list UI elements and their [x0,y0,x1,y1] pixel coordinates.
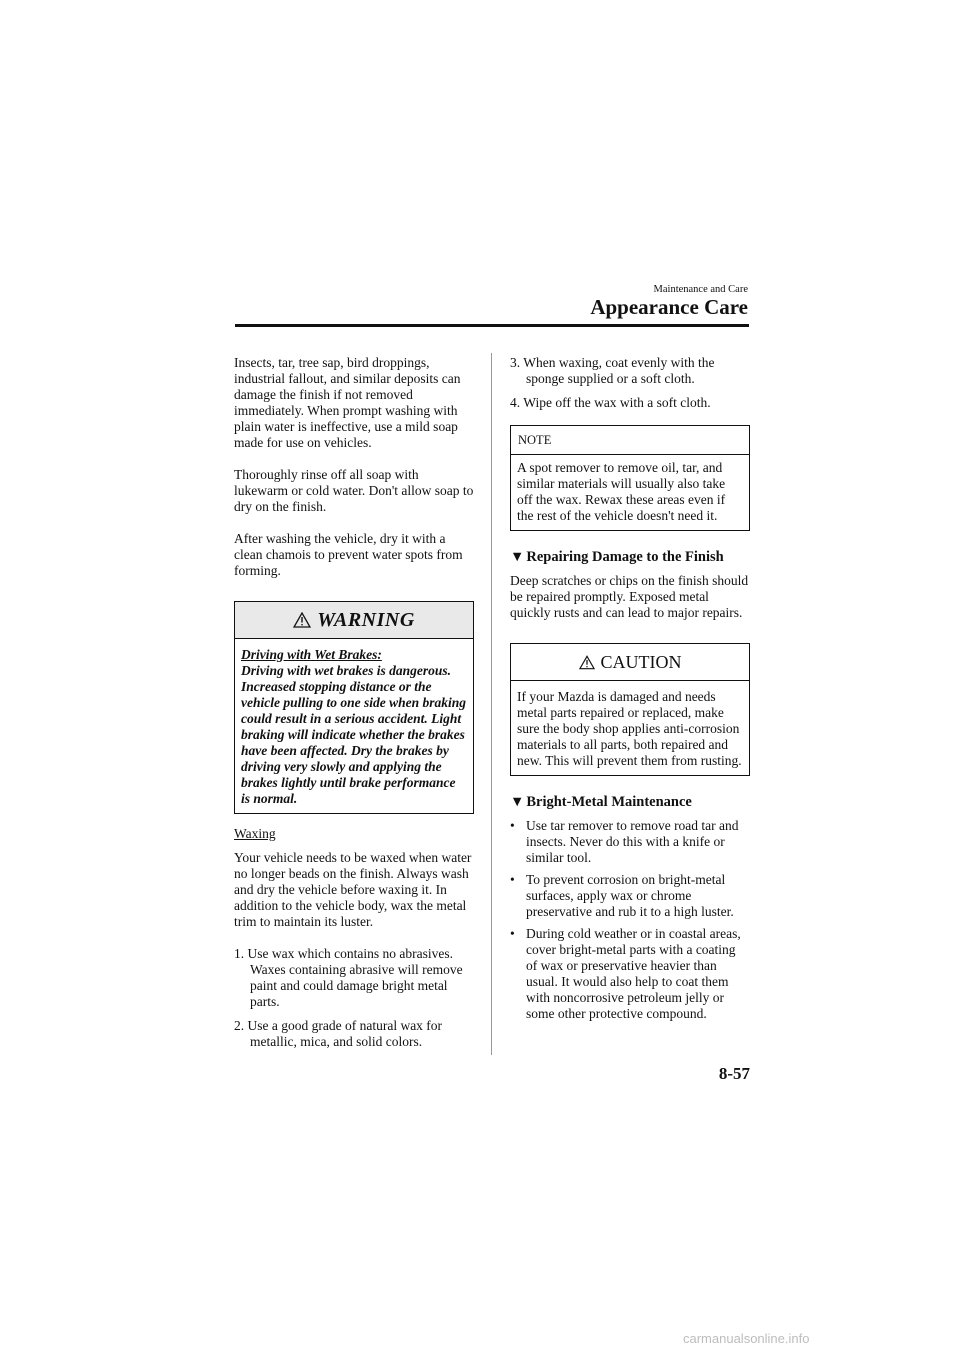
warning-box [234,601,474,814]
repair-paragraph: Deep scratches or chips on the finish should be repaired promptly. Exposed metal quickly rusts and can lead to major repairs. [510,573,749,620]
bullet-icon: • [510,926,515,941]
caution-triangle-icon [579,655,595,670]
warning-title: Driving with Wet Brakes: [241,647,382,662]
caution-header [511,644,749,681]
note-box [510,425,750,531]
warning-header [235,602,473,639]
step-1: 1. Use wax which contains no abrasives. Waxes containing abrasive will remove paint and could damage bright metal parts. [234,946,463,1009]
page-title: Appearance Care [590,295,748,319]
waxing-paragraph: Your vehicle needs to be waxed when water no longer beads on the finish. Always wash and dry the vehicle before waxing it. In addition to the vehicle body, wax the metal trim to maintain its luster. [234,850,472,929]
warning-body [235,639,473,813]
note-label: NOTE [511,426,749,455]
page-number: 8-57 [718,1064,750,1083]
bright-metal-heading-text: Bright-Metal Maintenance [526,794,692,810]
header-section: Maintenance and Care [653,284,748,295]
intro-paragraph: Insects, tar, tree sap, bird droppings, industrial fallout, and similar deposits can damage the finish if not removed immediately. When prompt washing with plain water is ineffective, use a mild soap made for use on vehicles. [234,355,461,450]
caution-box [510,643,750,776]
warning-text: Driving with wet brakes is dangerous. Increased stopping distance or the vehicle pulling to one side when braking could result in a serious accident. Light braking will indicate whether the brakes have been affected. Dry the brakes by driving very slowly and applying the brakes lightly until brake performance is normal. [241,663,467,806]
bullet-text: To prevent corrosion on bright-metal surfaces, apply wax or chrome preservative and rub it to a high luster. [526,872,734,919]
caution-text: If your Mazda is damaged and needs metal parts repaired or replaced, make sure the body shop applies anti-corrosion materials to all parts, both repaired and new. This will prevent them from rusting. [517,689,742,768]
heading-triangle-icon: ▼ [510,549,525,565]
warning-triangle-icon [293,612,311,628]
step-2: 2. Use a good grade of natural wax for metallic, mica, and solid colors. [234,1018,443,1049]
repair-heading [510,549,750,565]
column-divider [491,353,492,1055]
waxing-heading: Waxing [234,826,276,841]
bullet-item [510,926,750,1022]
bullet-icon: • [510,872,515,887]
step-4: 4. Wipe off the wax with a soft cloth. [510,395,711,410]
bullet-item [510,818,750,866]
right-column [510,355,750,1028]
left-column [234,355,474,1058]
step-3: 3. When waxing, coat evenly with the sponge supplied or a soft cloth. [510,355,715,386]
bright-metal-heading [510,794,750,810]
dry-paragraph: After washing the vehicle, dry it with a clean chamois to prevent water spots from forming. [234,531,463,578]
caution-label: CAUTION [600,652,682,672]
header-rule [235,324,749,327]
watermark: carmanualsonline.info [683,1331,810,1346]
warning-label: WARNING [317,609,415,631]
bullet-item [510,872,750,920]
bullet-text: Use tar remover to remove road tar and insects. Never do this with a knife or similar tool. [526,818,739,865]
note-text: A spot remover to remove oil, tar, and similar materials will usually also take off the wax. Rewax these areas even if the rest of the vehicle doesn't need it. [517,460,726,523]
bullet-icon: • [510,818,515,833]
rinse-paragraph: Thoroughly rinse off all soap with lukewarm or cold water. Don't allow soap to dry on the finish. [234,467,474,514]
repair-heading-text: Repairing Damage to the Finish [526,549,724,565]
heading-triangle-icon: ▼ [510,794,525,810]
bullet-text: During cold weather or in coastal areas, cover bright-metal parts with a coating of wax or preservative heavier than usual. It would also help to coat them with noncorrosive petroleum jelly or some other protective compound. [526,926,741,1021]
